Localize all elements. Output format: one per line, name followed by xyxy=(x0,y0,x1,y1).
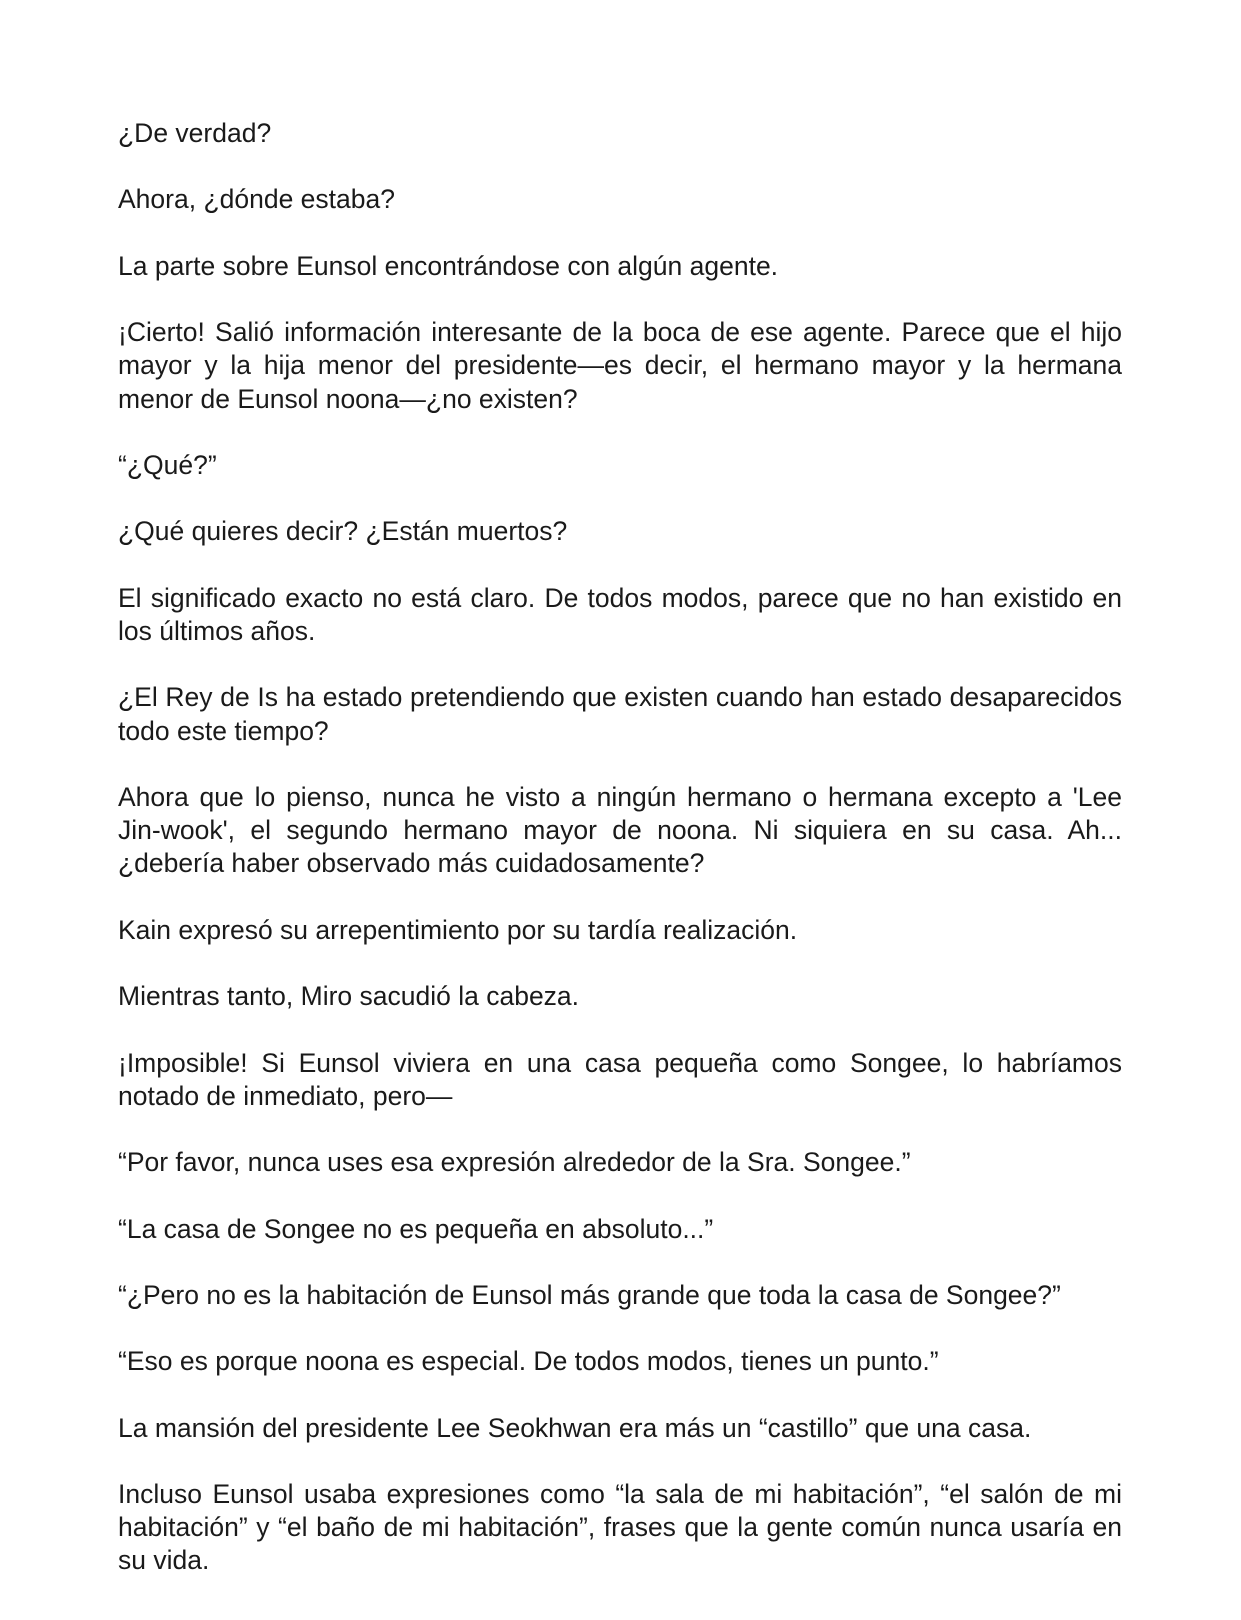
paragraph: Incluso Eunsol usaba expresiones como “la sala de mi habitación”, “el salón de mi habitación” y “el baño de mi habitación”, frases que la gente común nunca usaría en su vida. xyxy=(118,1479,1122,1576)
paragraph: Ahora, ¿dónde estaba? xyxy=(118,184,395,215)
paragraph: ¿Qué quieres decir? ¿Están muertos? xyxy=(118,516,568,547)
paragraph: La parte sobre Eunsol encontrándose con algún agente. xyxy=(118,250,779,281)
paragraph: ¿De verdad? xyxy=(118,118,272,148)
paragraph: Mientras tanto, Miro sacudió la cabeza. xyxy=(118,981,580,1012)
paragraph: El significado exacto no está claro. De todos modos, parece que no han existido en los últimos años. xyxy=(118,582,1122,646)
paragraph: “Eso es porque noona es especial. De todos modos, tienes un punto.” xyxy=(118,1346,939,1377)
paragraph: La mansión del presidente Lee Seokhwan era más un “castillo” que una casa. xyxy=(118,1412,1032,1443)
paragraph: Ahora que lo pienso, nunca he visto a ningún hermano o hermana excepto a 'Lee Jin-wook', el segundo hermano mayor de noona. Ni siquiera en su casa. Ah... ¿debería haber observado más cuidadosamente? xyxy=(118,781,1122,879)
document-body xyxy=(118,117,1122,1611)
paragraph: “Por favor, nunca uses esa expresión alrededor de la Sra. Songee.” xyxy=(118,1147,911,1178)
paragraph: “¿Qué?” xyxy=(118,449,217,480)
paragraph: “¿Pero no es la habitación de Eunsol más grande que toda la casa de Songee?” xyxy=(118,1279,1061,1310)
paragraph: “La casa de Songee no es pequeña en absoluto...” xyxy=(118,1213,714,1244)
paragraph: Kain expresó su arrepentimiento por su tardía realización. xyxy=(118,914,798,945)
paragraph: ¡Cierto! Salió información interesante de la boca de ese agente. Parece que el hijo mayor y la hija menor del presidente—es decir, el hermano mayor y la hermana menor de Eunsol noona—¿no existen? xyxy=(118,317,1122,414)
paragraph: ¿El Rey de Is ha estado pretendiendo que existen cuando han estado desaparecidos todo este tiempo? xyxy=(118,682,1122,746)
paragraph: ¡Imposible! Si Eunsol viviera en una casa pequeña como Songee, lo habríamos notado de inmediato, pero— xyxy=(118,1047,1122,1111)
